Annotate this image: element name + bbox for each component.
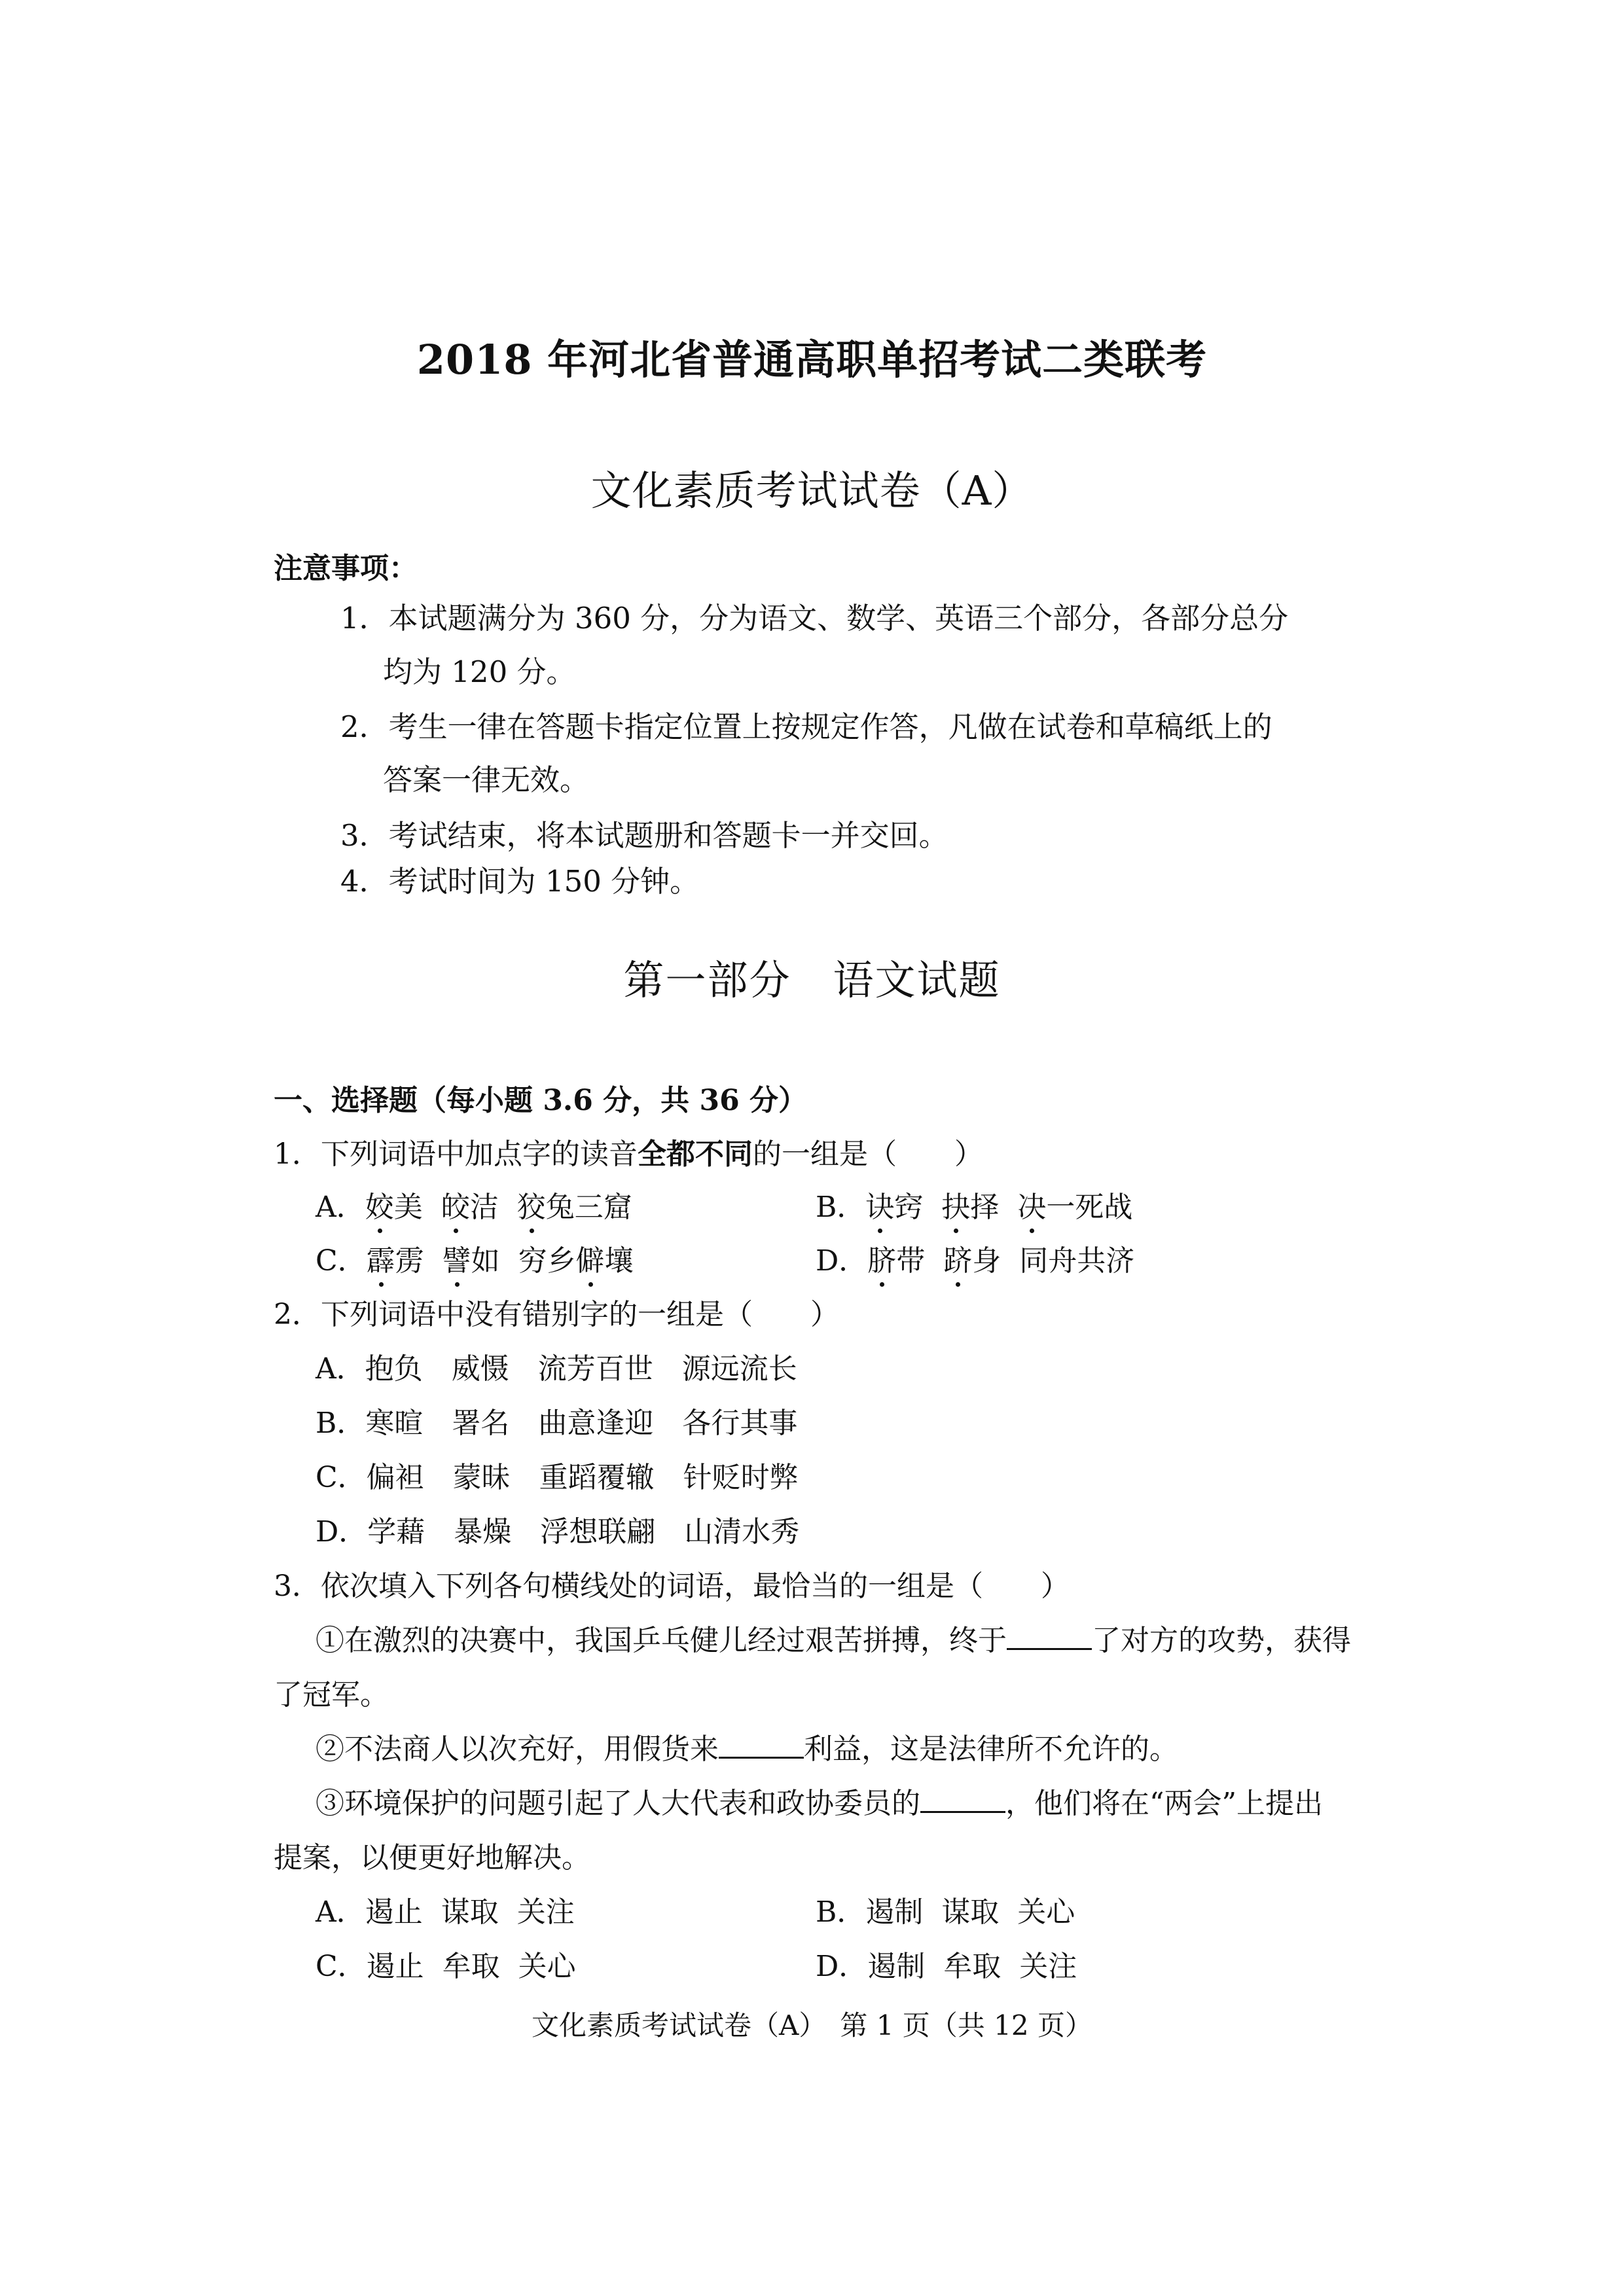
q1-suffix: 的一组是（ ） (753, 1138, 983, 1171)
word-part: 洁 (469, 1191, 499, 1224)
notice-num: 4． (340, 864, 389, 899)
word-part: 带 (896, 1244, 926, 1278)
fill-blank (920, 1787, 1005, 1813)
word-part: 如 (471, 1244, 500, 1278)
page-footer: 文化素质考试试卷（A） 第 1 页（共 12 页） (532, 2009, 1092, 2041)
fill-blank (719, 1733, 804, 1759)
q3-sentence-1 (316, 1617, 1351, 1659)
q1-emphasis: 全都不同 (638, 1138, 753, 1171)
q1-option-b (816, 1183, 1132, 1225)
dotted-char: 僻 (576, 1237, 605, 1279)
q1-prefix: 1．下列词语中加点字的读音 (274, 1138, 638, 1171)
q2-option-d: D．学藉 暴燥 浮想联翩 山清水秀 (316, 1515, 800, 1549)
exam-subtitle: 文化素质考试试卷（A） (590, 467, 1034, 514)
sentence-text: 利益，这是法律所不允许的。 (804, 1732, 1178, 1766)
notice-item-1 (340, 594, 1288, 637)
notice-text: 本试题满分为 360 分，分为语文、数学、英语三个部分，各部分总分 (388, 601, 1289, 636)
q1-option-a (316, 1183, 632, 1225)
dotted-char: 譬 (442, 1237, 471, 1279)
word-part: 壤 (604, 1244, 634, 1278)
sentence-text: ，他们将在“两会”上提出 (1005, 1787, 1323, 1820)
dotted-char: 皎 (441, 1183, 470, 1225)
q2-option-b: B．寒暄 署名 曲意逢迎 各行其事 (316, 1407, 798, 1440)
q2-option-c: C．偏袒 蒙昧 重蹈覆辙 针贬时弊 (316, 1461, 799, 1494)
word-part: 身 (972, 1244, 1001, 1278)
q3-option-b: B．遏制 谋取 关心 (816, 1895, 1075, 1929)
option-label: C． (316, 1244, 367, 1278)
notice-item-4 (340, 857, 699, 900)
q3-option-a: A．遏止 谋取 关注 (316, 1895, 575, 1929)
notice-num: 3． (340, 818, 389, 853)
notice-text: 考生一律在答题卡指定位置上按规定作答，凡做在试卷和草稿纸上的 (388, 709, 1272, 744)
sentence-text: ①在激烈的决赛中，我国乒乓健儿经过艰苦拼搏，终于 (316, 1624, 1007, 1657)
notice-text: 考试时间为 150 分钟。 (388, 864, 700, 899)
option-label: B． (816, 1191, 866, 1224)
notice-item-2-cont: 答案一律无效。 (383, 762, 590, 797)
dotted-char: 抉 (941, 1183, 970, 1225)
dotted-char: 霹 (367, 1237, 395, 1279)
notice-item-3 (340, 812, 948, 854)
word-part: 同舟共济 (1019, 1244, 1135, 1278)
notice-num: 1． (340, 601, 389, 636)
word-part: 窍 (894, 1191, 924, 1224)
dotted-char: 诀 (865, 1183, 894, 1225)
sentence-text: ②不法商人以次充好，用假货来 (316, 1732, 719, 1766)
q3-sentence-3-cont: 提案，以便更好地解决。 (274, 1841, 590, 1874)
notice-num: 2． (340, 709, 389, 744)
question-1-stem (274, 1130, 983, 1172)
word-part: 雳 (395, 1244, 424, 1278)
exam-title: 2018 年河北省普通高职单招考试二类联考 (416, 336, 1208, 384)
sentence-text: ③环境保护的问题引起了人大代表和政协委员的 (316, 1787, 920, 1820)
notice-item-2 (340, 703, 1272, 745)
q3-option-c: C．遏止 牟取 关心 (316, 1950, 576, 1983)
section-heading: 一、选择题（每小题 3.6 分，共 36 分） (274, 1084, 808, 1117)
notice-heading: 注意事项： (274, 552, 418, 585)
dotted-char: 决 (1017, 1183, 1046, 1225)
dotted-char: 姣 (365, 1183, 394, 1225)
dotted-char: 狡 (517, 1183, 546, 1225)
dotted-char: 跻 (943, 1237, 972, 1279)
q1-option-d (816, 1237, 1134, 1279)
fill-blank (1007, 1624, 1092, 1650)
q3-sentence-3 (316, 1780, 1323, 1821)
q2-option-a: A．抱负 威慑 流芳百世 源远流长 (316, 1352, 797, 1386)
question-3-stem: 3．依次填入下列各句横线处的词语，最恰当的一组是（ ） (274, 1570, 1070, 1603)
word-part: 穷乡 (518, 1244, 576, 1278)
q3-sentence-2 (316, 1725, 1178, 1767)
notice-text: 考试结束，将本试题册和答题卡一并交回。 (388, 818, 948, 853)
question-2-stem: 2．下列词语中没有错别字的一组是（ ） (274, 1298, 839, 1331)
notice-item-1-cont: 均为 120 分。 (383, 655, 576, 689)
dotted-char: 脐 (867, 1237, 896, 1279)
q3-option-d: D．遏制 牟取 关注 (816, 1950, 1077, 1983)
word-part: 兔三窟 (545, 1191, 632, 1224)
q3-sentence-1-cont: 了冠军。 (274, 1678, 389, 1712)
word-part: 择 (970, 1191, 1000, 1224)
word-part: 美 (393, 1191, 423, 1224)
part-title: 第一部分 语文试题 (623, 956, 1001, 1004)
sentence-text: 了对方的攻势，获得 (1092, 1624, 1351, 1657)
q1-option-c (316, 1237, 634, 1279)
option-label: D． (816, 1244, 868, 1278)
word-part: 一死战 (1046, 1191, 1133, 1224)
option-label: A． (316, 1191, 365, 1224)
